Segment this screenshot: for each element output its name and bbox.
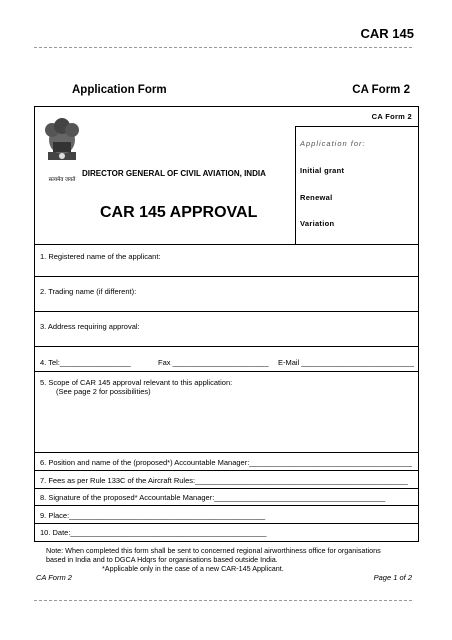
- row-divider: [34, 346, 419, 347]
- field-address[interactable]: 3. Address requiring approval:: [40, 322, 140, 331]
- head-divider: [34, 244, 419, 245]
- field-scope-hint: (See page 2 for possibilities): [56, 387, 151, 396]
- form-heading: Application Form: [72, 84, 167, 96]
- note-line-2: based in India and to DGCA Hdqrs for organisations based outside India.: [46, 555, 278, 564]
- box-form-ref: CA Form 2: [371, 112, 412, 121]
- field-date[interactable]: 10. Date:_______________________________________________: [40, 528, 267, 537]
- field-fees[interactable]: 7. Fees as per Rule 133C of the Aircraft Rules:___________________________________________________: [40, 476, 408, 485]
- header-divider: [34, 47, 412, 48]
- row-divider: [34, 505, 419, 506]
- authority-name: DIRECTOR GENERAL OF CIVIL AVIATION, INDIA: [82, 169, 266, 178]
- footer-page-number: Page 1 of 2: [373, 573, 412, 582]
- field-fax[interactable]: Fax _______________________: [158, 358, 269, 367]
- row-divider: [34, 488, 419, 489]
- form-ref-divider: [295, 126, 419, 127]
- note-line-3: *Applicable only in the case of a new CAR-145 Applicant.: [102, 564, 284, 573]
- field-accountable-manager[interactable]: 6. Position and name of the (proposed*) Accountable Manager:_______________________________________: [40, 458, 412, 467]
- row-divider: [34, 311, 419, 312]
- row-divider: [34, 523, 419, 524]
- row-divider: [34, 470, 419, 471]
- field-trading-name[interactable]: 2. Trading name (if different):: [40, 287, 137, 296]
- note-line-1: Note: When completed this form shall be sent to concerned regional airworthiness office for organisations: [46, 546, 381, 555]
- emblem-caption: सत्यमेव जयते: [48, 177, 76, 183]
- document-header-title: CAR 145: [360, 26, 414, 41]
- row-divider: [34, 452, 419, 453]
- footer-divider: [34, 600, 412, 601]
- field-email[interactable]: E-Mail ___________________________: [278, 358, 414, 367]
- row-divider: [34, 276, 419, 277]
- option-variation[interactable]: Variation: [300, 219, 335, 228]
- form-number-heading: CA Form 2: [352, 84, 410, 96]
- option-initial-grant[interactable]: Initial grant: [300, 166, 345, 175]
- row-divider: [34, 371, 419, 372]
- national-emblem-icon: [40, 112, 84, 183]
- application-for-label: Application for:: [300, 139, 366, 148]
- option-renewal[interactable]: Renewal: [300, 193, 333, 202]
- options-divider: [295, 126, 296, 244]
- submission-note: [46, 546, 406, 573]
- footer-form-ref: CA Form 2: [36, 573, 72, 582]
- field-registered-name[interactable]: 1. Registered name of the applicant:: [40, 252, 161, 261]
- field-signature[interactable]: 8. Signature of the proposed* Accountable Manager:_________________________________________: [40, 493, 386, 502]
- field-telephone[interactable]: 4. Tel:_________________: [40, 358, 131, 367]
- field-scope[interactable]: 5. Scope of CAR 145 approval relevant to this application:: [40, 378, 233, 387]
- field-place[interactable]: 9. Place:_______________________________________________: [40, 511, 266, 520]
- approval-title: CAR 145 APPROVAL: [100, 204, 258, 221]
